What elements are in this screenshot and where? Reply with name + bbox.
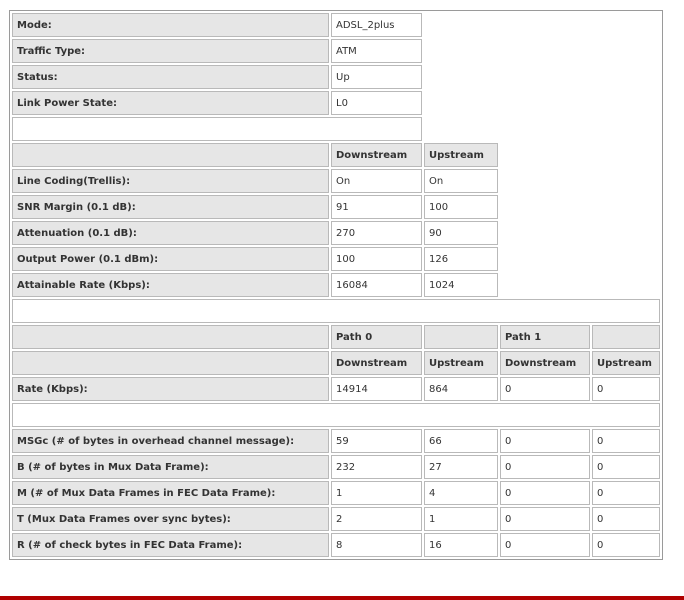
b-p0-up: 27 bbox=[424, 455, 498, 479]
spacer-cell bbox=[12, 117, 422, 141]
output-power-row bbox=[12, 247, 660, 271]
status-row bbox=[12, 65, 660, 89]
link-power-state-value: L0 bbox=[331, 91, 422, 115]
t-label: T (Mux Data Frames over sync bytes): bbox=[12, 507, 329, 531]
line-header-blank bbox=[12, 143, 329, 167]
traffic-type-value: ATM bbox=[331, 39, 422, 63]
empty-cell bbox=[424, 91, 660, 115]
snr-margin-down: 91 bbox=[331, 195, 422, 219]
empty-cell bbox=[592, 13, 660, 37]
line-header-row bbox=[12, 143, 660, 167]
t-p1-down: 0 bbox=[500, 507, 590, 531]
path-direction-blank bbox=[12, 351, 329, 375]
empty-cell bbox=[424, 13, 498, 37]
m-row bbox=[12, 481, 660, 505]
col-header-downstream: Downstream bbox=[331, 143, 422, 167]
m-p1-up: 0 bbox=[592, 481, 660, 505]
spacer-row bbox=[12, 299, 660, 323]
col-header-upstream: Upstream bbox=[424, 143, 498, 167]
empty-cell bbox=[500, 13, 590, 37]
attainable-rate-label: Attainable Rate (Kbps): bbox=[12, 273, 329, 297]
attenuation-label: Attenuation (0.1 dB): bbox=[12, 221, 329, 245]
t-p0-down: 2 bbox=[331, 507, 422, 531]
mode-label: Mode: bbox=[12, 13, 329, 37]
msgc-p1-down: 0 bbox=[500, 429, 590, 453]
rate-p0-up: 864 bbox=[424, 377, 498, 401]
msgc-row bbox=[12, 429, 660, 453]
msgc-p0-down: 59 bbox=[331, 429, 422, 453]
spacer-cell bbox=[12, 403, 660, 427]
path0-header: Path 0 bbox=[331, 325, 422, 349]
line-coding-label: Line Coding(Trellis): bbox=[12, 169, 329, 193]
line-coding-down: On bbox=[331, 169, 422, 193]
empty-cell bbox=[424, 117, 660, 141]
empty-cell bbox=[500, 169, 660, 193]
msgc-label: MSGc (# of bytes in overhead channel message): bbox=[12, 429, 329, 453]
traffic-type-row bbox=[12, 39, 660, 63]
r-p0-down: 8 bbox=[331, 533, 422, 557]
rate-p0-down: 14914 bbox=[331, 377, 422, 401]
output-power-down: 100 bbox=[331, 247, 422, 271]
empty-cell bbox=[500, 247, 660, 271]
attainable-rate-down: 16084 bbox=[331, 273, 422, 297]
r-p0-up: 16 bbox=[424, 533, 498, 557]
path0-col-upstream: Upstream bbox=[424, 351, 498, 375]
adsl-statistics-table bbox=[9, 10, 663, 560]
msgc-p0-up: 66 bbox=[424, 429, 498, 453]
r-p1-down: 0 bbox=[500, 533, 590, 557]
b-row bbox=[12, 455, 660, 479]
line-coding-row bbox=[12, 169, 660, 193]
rate-label: Rate (Kbps): bbox=[12, 377, 329, 401]
spacer-row bbox=[12, 117, 660, 141]
attenuation-up: 90 bbox=[424, 221, 498, 245]
t-row bbox=[12, 507, 660, 531]
mode-row bbox=[12, 13, 660, 37]
m-label: M (# of Mux Data Frames in FEC Data Frame): bbox=[12, 481, 329, 505]
b-label: B (# of bytes in Mux Data Frame): bbox=[12, 455, 329, 479]
spacer-cell bbox=[12, 299, 660, 323]
output-power-label: Output Power (0.1 dBm): bbox=[12, 247, 329, 271]
r-row bbox=[12, 533, 660, 557]
link-power-state-row bbox=[12, 91, 660, 115]
path1-header-blank bbox=[592, 325, 660, 349]
path0-header-blank bbox=[424, 325, 498, 349]
path-header-blank bbox=[12, 325, 329, 349]
b-p1-up: 0 bbox=[592, 455, 660, 479]
attenuation-down: 270 bbox=[331, 221, 422, 245]
attenuation-row bbox=[12, 221, 660, 245]
status-value: Up bbox=[331, 65, 422, 89]
spacer-row bbox=[12, 403, 660, 427]
empty-cell bbox=[500, 195, 660, 219]
b-p0-down: 232 bbox=[331, 455, 422, 479]
empty-cell bbox=[500, 221, 660, 245]
empty-cell bbox=[424, 65, 660, 89]
snr-margin-row bbox=[12, 195, 660, 219]
path1-header: Path 1 bbox=[500, 325, 590, 349]
mode-value: ADSL_2plus bbox=[331, 13, 422, 37]
path0-col-downstream: Downstream bbox=[331, 351, 422, 375]
rate-p1-up: 0 bbox=[592, 377, 660, 401]
b-p1-down: 0 bbox=[500, 455, 590, 479]
traffic-type-label: Traffic Type: bbox=[12, 39, 329, 63]
status-label: Status: bbox=[12, 65, 329, 89]
path-direction-row bbox=[12, 351, 660, 375]
path-header-row bbox=[12, 325, 660, 349]
snr-margin-label: SNR Margin (0.1 dB): bbox=[12, 195, 329, 219]
empty-cell bbox=[500, 143, 660, 167]
empty-cell bbox=[500, 273, 660, 297]
attainable-rate-row bbox=[12, 273, 660, 297]
r-p1-up: 0 bbox=[592, 533, 660, 557]
m-p1-down: 0 bbox=[500, 481, 590, 505]
path1-col-upstream: Upstream bbox=[592, 351, 660, 375]
m-p0-up: 4 bbox=[424, 481, 498, 505]
snr-margin-up: 100 bbox=[424, 195, 498, 219]
empty-cell bbox=[424, 39, 660, 63]
msgc-p1-up: 0 bbox=[592, 429, 660, 453]
t-p0-up: 1 bbox=[424, 507, 498, 531]
rate-p1-down: 0 bbox=[500, 377, 590, 401]
output-power-up: 126 bbox=[424, 247, 498, 271]
line-coding-up: On bbox=[424, 169, 498, 193]
r-label: R (# of check bytes in FEC Data Frame): bbox=[12, 533, 329, 557]
m-p0-down: 1 bbox=[331, 481, 422, 505]
rate-row bbox=[12, 377, 660, 401]
t-p1-up: 0 bbox=[592, 507, 660, 531]
link-power-state-label: Link Power State: bbox=[12, 91, 329, 115]
path1-col-downstream: Downstream bbox=[500, 351, 590, 375]
bottom-border bbox=[0, 596, 684, 600]
attainable-rate-up: 1024 bbox=[424, 273, 498, 297]
